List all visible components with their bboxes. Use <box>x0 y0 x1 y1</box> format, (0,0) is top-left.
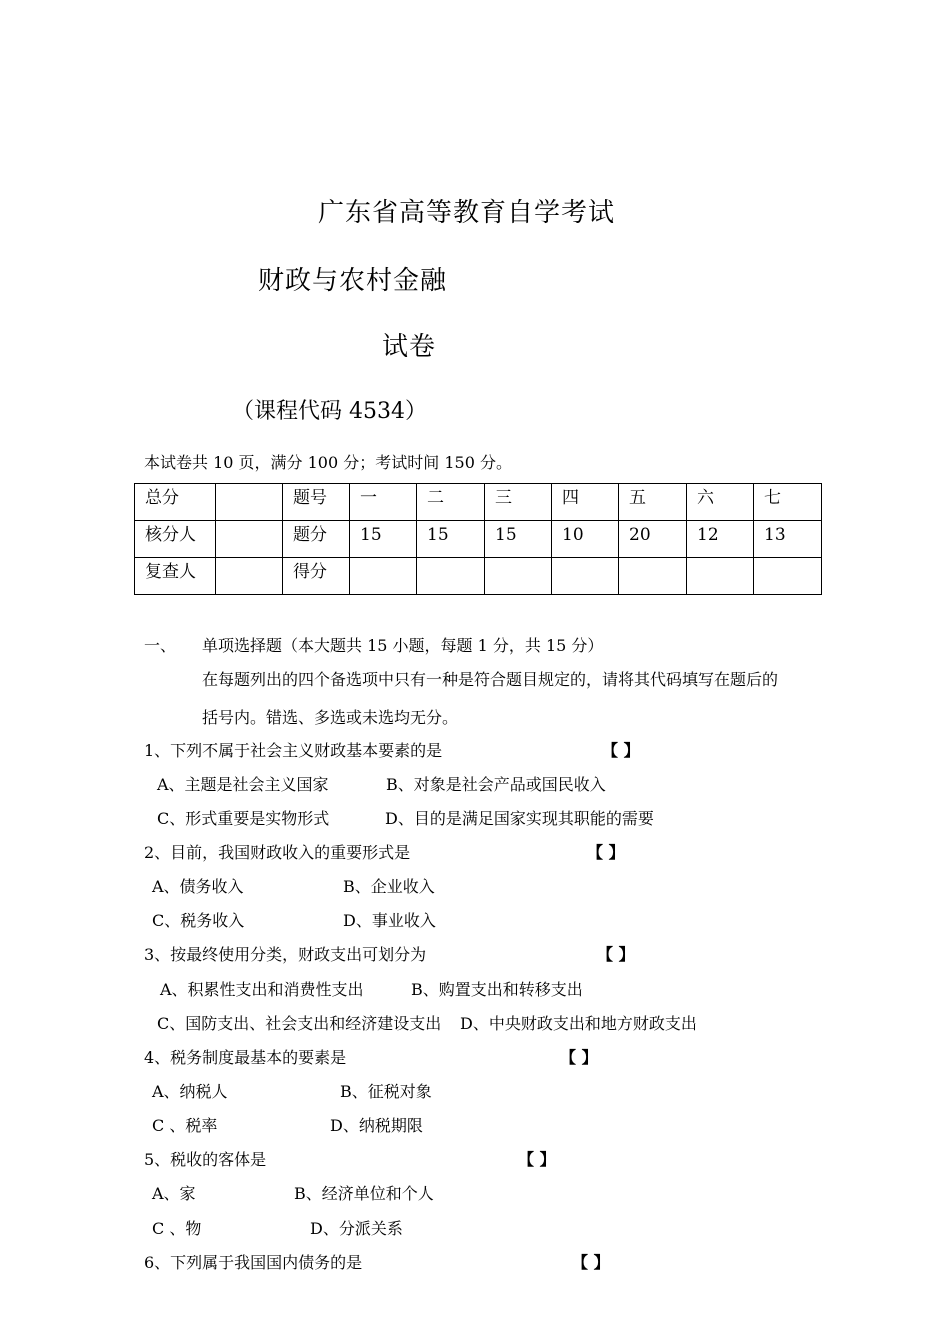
table-cell <box>216 558 283 595</box>
table-cell: 总分 <box>135 484 216 521</box>
table-cell: 题号 <box>283 484 350 521</box>
table-row <box>135 484 822 521</box>
option-c: C 、税率 <box>152 1116 218 1135</box>
answer-bracket[interactable]: 【 】 <box>602 741 640 760</box>
table-cell <box>754 558 822 595</box>
table-cell: 15 <box>485 521 552 558</box>
table-cell <box>216 521 283 558</box>
answer-bracket[interactable]: 【 】 <box>587 843 625 862</box>
question-stem: 1、下列不属于社会主义财政基本要素的是 <box>144 741 443 760</box>
option-b: B、购置支出和转移支出 <box>411 980 583 999</box>
question-stem: 3、按最终使用分类，财政支出可划分为 <box>144 945 427 964</box>
question-stem: 4、税务制度最基本的要素是 <box>144 1048 347 1067</box>
option-c: C、形式重要是实物形式 <box>157 809 330 828</box>
option-d: D、目的是满足国家实现其职能的需要 <box>385 809 654 828</box>
course-name: 财政与农村金融 <box>258 266 448 296</box>
table-cell: 13 <box>754 521 822 558</box>
answer-bracket[interactable]: 【 】 <box>560 1048 598 1067</box>
table-cell: 五 <box>619 484 687 521</box>
table-cell: 15 <box>350 521 417 558</box>
question-stem: 5、税收的客体是 <box>144 1150 267 1169</box>
option-b: B、征税对象 <box>340 1082 432 1101</box>
answer-bracket[interactable]: 【 】 <box>597 945 635 964</box>
exam-title: 广东省高等教育自学考试 <box>318 198 616 228</box>
table-cell: 核分人 <box>135 521 216 558</box>
table-cell: 六 <box>687 484 754 521</box>
table-cell <box>417 558 485 595</box>
table-cell <box>485 558 552 595</box>
answer-bracket[interactable]: 【 】 <box>518 1150 556 1169</box>
table-cell <box>350 558 417 595</box>
table-cell: 一 <box>350 484 417 521</box>
table-cell: 三 <box>485 484 552 521</box>
course-code: （课程代码 4534） <box>232 399 427 424</box>
section-instructions: 在每题列出的四个备选项中只有一种是符合题目规定的，请将其代码填写在题后的 <box>202 670 779 689</box>
option-d: D、事业收入 <box>343 911 436 930</box>
table-cell: 12 <box>687 521 754 558</box>
table-cell: 15 <box>417 521 485 558</box>
intro-text: 本试卷共 10 页，满分 100 分；考试时间 150 分。 <box>144 453 512 472</box>
option-a: A、家 <box>152 1184 196 1203</box>
option-d: D、中央财政支出和地方财政支出 <box>460 1014 697 1033</box>
option-b: B、企业收入 <box>343 877 435 896</box>
question-stem: 2、目前，我国财政收入的重要形式是 <box>144 843 411 862</box>
option-b: B、经济单位和个人 <box>294 1184 434 1203</box>
section-heading: 单项选择题（本大题共 15 小题，每题 1 分，共 15 分） <box>202 636 604 655</box>
table-cell: 20 <box>619 521 687 558</box>
option-c: C、税务收入 <box>152 911 245 930</box>
table-cell <box>216 484 283 521</box>
table-cell: 二 <box>417 484 485 521</box>
table-cell <box>619 558 687 595</box>
score-table <box>134 483 822 595</box>
section-number: 一、 <box>144 636 177 655</box>
table-cell <box>552 558 619 595</box>
table-cell: 10 <box>552 521 619 558</box>
option-b: B、对象是社会产品或国民收入 <box>386 775 606 794</box>
section-instructions: 括号内。错选、多选或未选均无分。 <box>202 708 459 727</box>
option-d: D、纳税期限 <box>330 1116 423 1135</box>
answer-bracket[interactable]: 【 】 <box>572 1253 610 1272</box>
question-stem: 6、下列属于我国国内债务的是 <box>144 1253 363 1272</box>
option-a: A、主题是社会主义国家 <box>157 775 329 794</box>
option-c: C 、物 <box>152 1219 202 1238</box>
table-row <box>135 558 822 595</box>
option-c: C、国防支出、社会支出和经济建设支出 <box>157 1014 442 1033</box>
option-a: A、债务收入 <box>152 877 244 896</box>
table-cell: 四 <box>552 484 619 521</box>
table-cell: 得分 <box>283 558 350 595</box>
table-cell: 题分 <box>283 521 350 558</box>
option-a: A、纳税人 <box>152 1082 228 1101</box>
table-cell <box>687 558 754 595</box>
table-cell: 七 <box>754 484 822 521</box>
table-cell: 复查人 <box>135 558 216 595</box>
option-d: D、分派关系 <box>310 1219 403 1238</box>
option-a: A、积累性支出和消费性支出 <box>160 980 364 999</box>
paper-label: 试卷 <box>382 332 437 362</box>
table-row <box>135 521 822 558</box>
